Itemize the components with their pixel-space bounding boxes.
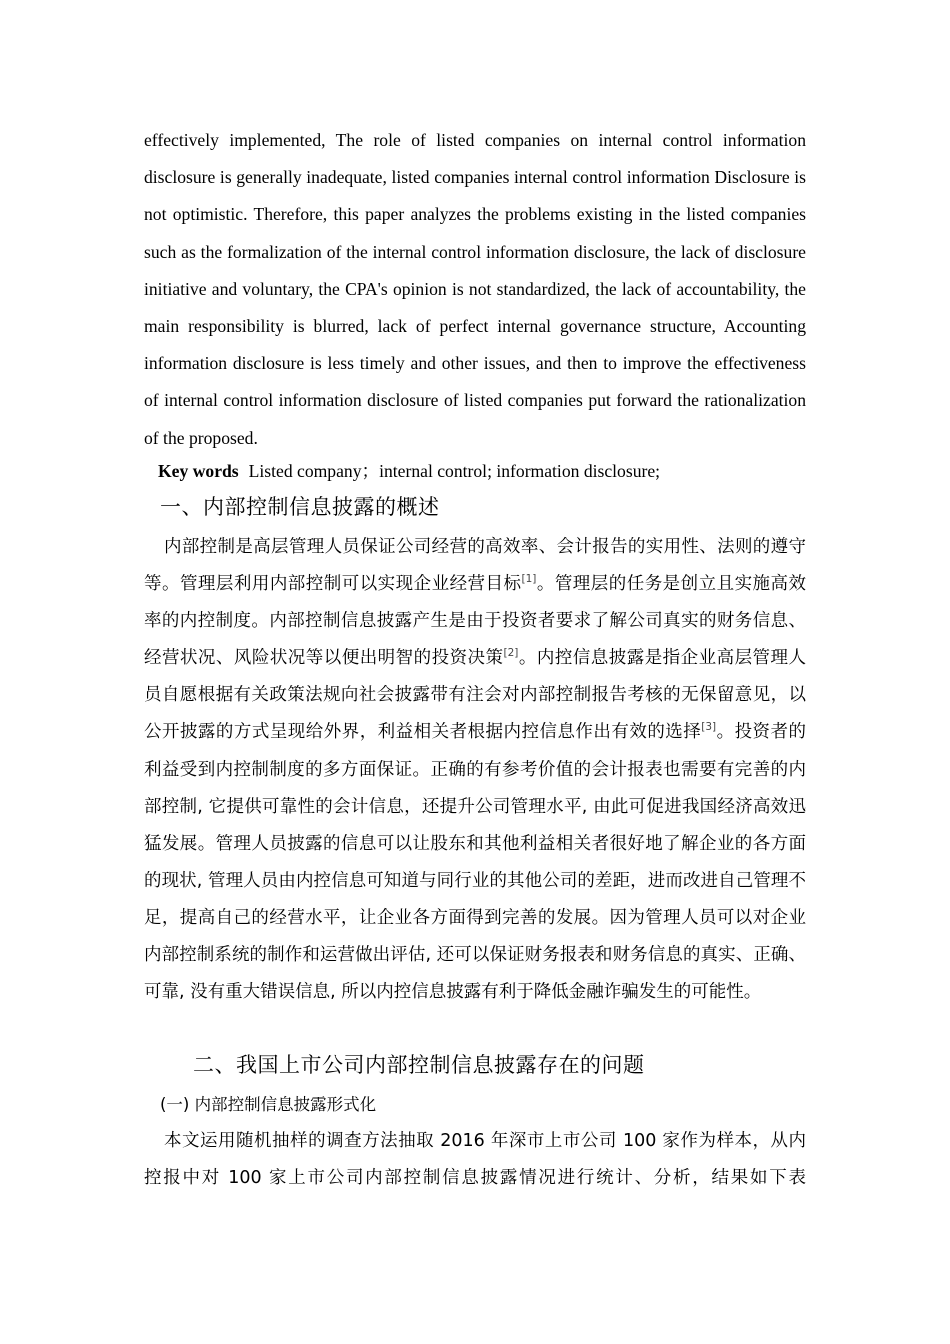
keywords-text: Listed company；internal control; information disclosure; (248, 461, 661, 481)
subsection-2-1-paragraph: 本文运用随机抽样的调查方法抽取 2016 年深市上市公司 100 家作为样本，从内控报中对 100 家上市公司内部控制信息披露情况进行统计、分析，结果如下表 (144, 1131, 806, 1189)
section-1-paragraph (144, 529, 806, 1011)
keywords-line (158, 458, 808, 484)
paragraph-text: 。管理层的任务是创立且实施高效率的内控制度。内部控制信息披露产生是由于投资者要求了解公司真实的财务信息、经营状况、风险状况等以便出明智的投资决策 (144, 574, 807, 669)
paragraph-text: 。投资者的利益受到内控制制度的多方面保证。正确的有参考价值的会计报表也需要有完善的内部控制, 它提供可靠性的会计信息，还提升公司管理水平, 由此可促进我国经济高效迅猛发展。管理人员披露的信息可以让股东和其他利益相关者很好地了解企业的各方面的现状, 管理人员由内控信息可知道与同行业的其他公司的差距，进而改进自己管理不足，提高自己的经营水平，让企业各方面得到完善的发展。因为管理人员可以对企业内部控制系统的制作和运营做出评估, 还可以保证财务报表和财务信息的真实、正确、可靠, 没有重大错误信息, 所以内控信息披露有利于降低金融诈骗发生的可能性。 (144, 722, 807, 1003)
keywords-label: Key words (158, 461, 239, 481)
section-2-heading: 二、我国上市公司内部控制信息披露存在的问题 (193, 1053, 645, 1077)
paragraph-text: 内部控制是高层管理人员保证公司经营的高效率、会计报告的实用性、法则的遵守等。管理层利用内部控制可以实现企业经营目标 (144, 537, 806, 595)
citation-ref-3[interactable]: [3] (701, 721, 717, 734)
subsection-2-1-heading: (一) 内部控制信息披露形式化 (160, 1095, 377, 1114)
citation-ref-1[interactable]: [1] (521, 573, 537, 586)
paragraph-text: 。内控信息披露是指企业高层管理人员自愿根据有关政策法规向社会披露带有注会对内部控制报告考核的无保留意见，以公开披露的方式呈现给外界，利益相关者根据内控信息作出有效的选择 (144, 648, 807, 743)
section-1-heading: 一、内部控制信息披露的概述 (160, 495, 440, 519)
citation-ref-2[interactable]: [2] (503, 647, 519, 660)
english-abstract-paragraph: effectively implemented, The role of listed companies on internal control information disclosure is generally inadequate, listed companies internal control information Disclosure is not optimistic. Therefore, this paper analyzes the problems existing in the listed companies such as the formalization of the internal control information disclosure, the lack of disclosure initiative and voluntary, the CPA's opinion is not standardized, the lack of accountability, the main responsibility is blurred, lack of perfect internal governance structure, Accounting information disclosure is less timely and other issues, and then to improve the effectiveness of internal control information disclosure of listed companies put forward the rationalization of the proposed. (144, 130, 806, 448)
